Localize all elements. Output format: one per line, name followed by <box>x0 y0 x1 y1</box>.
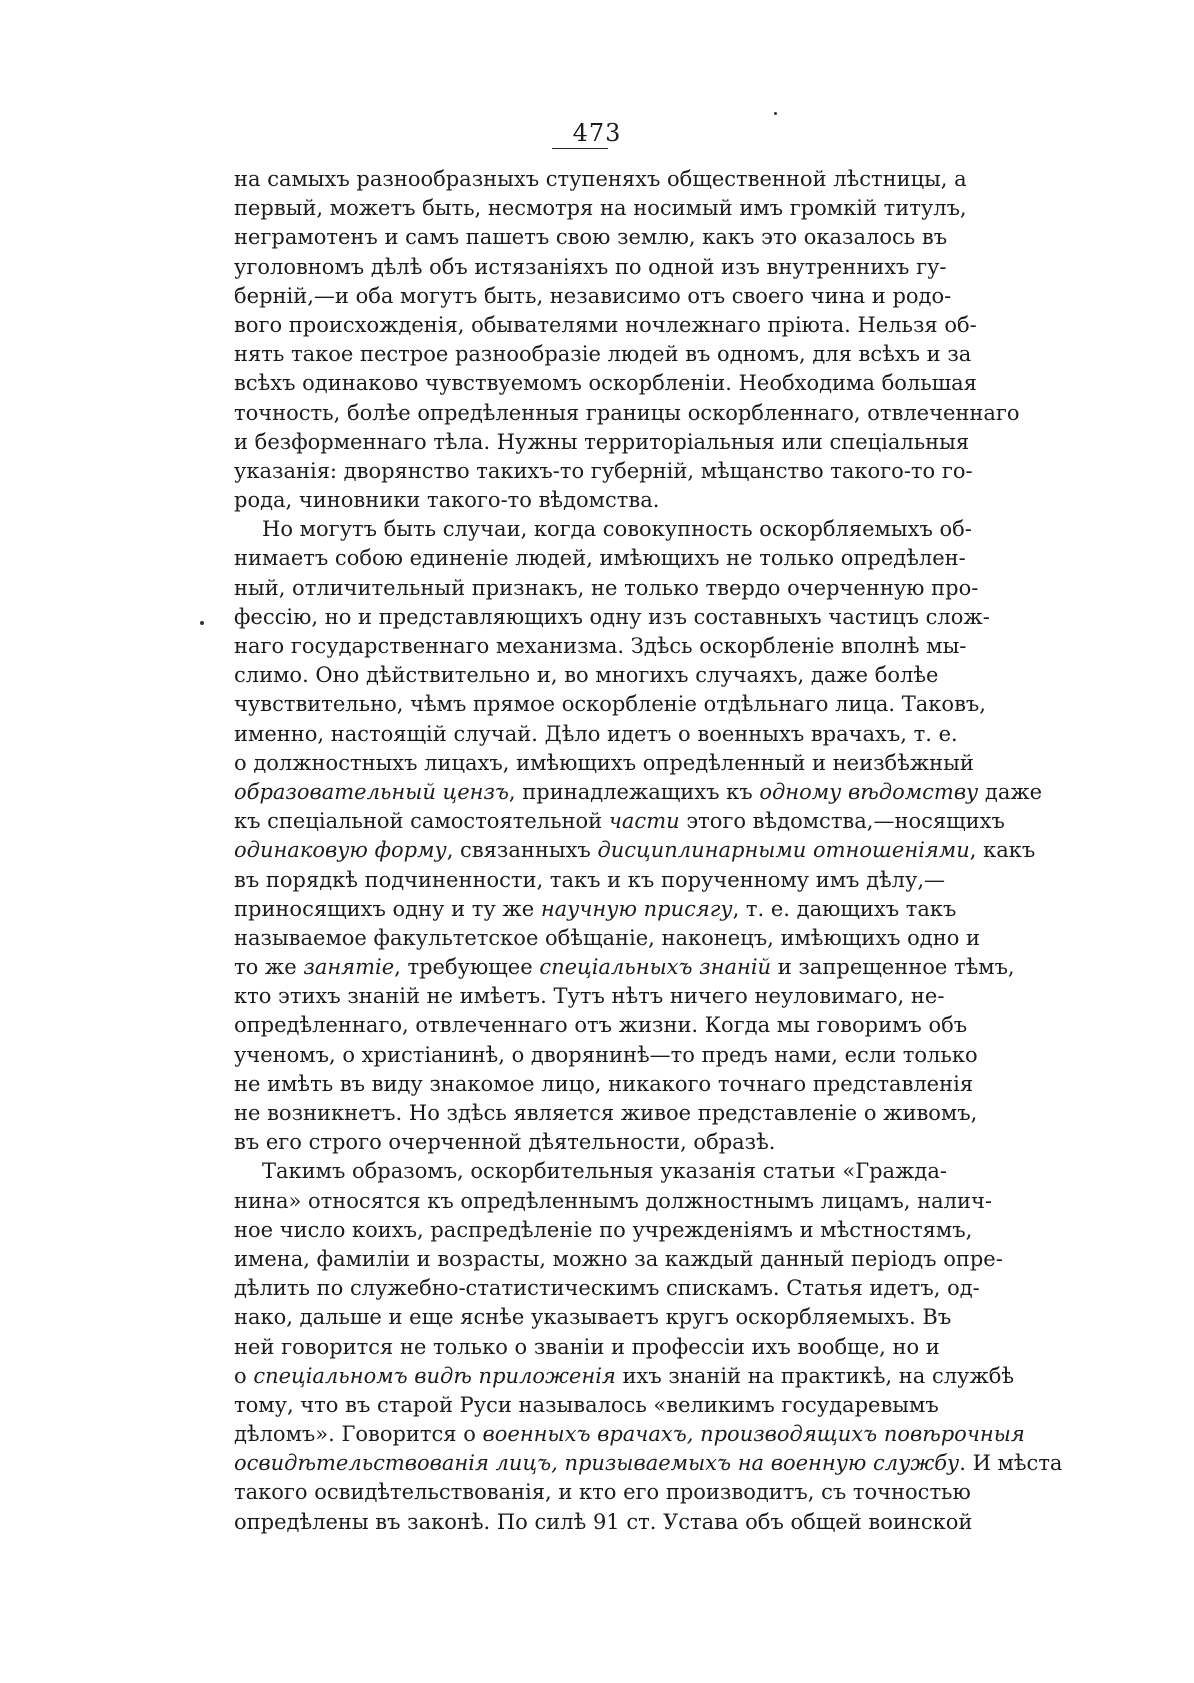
text-line: на самыхъ разнообразныхъ ступеняхъ общественной лѣстницы, а <box>234 167 967 191</box>
text-line: ученомъ, о христіанинѣ, о дворянинѣ—то предъ нами, если только <box>234 1042 978 1067</box>
text-line: кто этихъ знаній не имѣетъ. Тутъ нѣтъ ничего неуловимаго, не- <box>234 984 945 1009</box>
text-line: слимо. Оно дѣйствительно и, во многихъ случаяхъ, даже болѣе <box>234 663 939 688</box>
text-segment: , требующее <box>394 955 540 980</box>
text-line: указанія: дворянство такихъ-то губерній, мѣщанство такого-то го- <box>234 458 973 483</box>
body-text <box>234 165 1063 1537</box>
text-line: уголовномъ дѣлѣ объ истязаніяхъ по одной изъ внутреннихъ гу- <box>234 254 947 279</box>
text-segment: и запрещенное тѣмъ, <box>771 955 1015 980</box>
text-line: ное число коихъ, распредѣленіе по учрежденіямъ и мѣстностямъ, <box>234 1217 973 1242</box>
text-line: такого освидѣтельствованія, и кто его производитъ, съ точностью <box>234 1480 971 1505</box>
text-line: и безформеннаго тѣла. Нужны территоріальныя или спеціальныя <box>234 429 970 454</box>
text-segment: , т. е. дающихъ такъ <box>732 896 957 921</box>
text-line: первый, можетъ быть, несмотря на носимый имъ громкій титулъ, <box>234 196 967 221</box>
emphasized-text: одному вѣдомству <box>759 779 979 804</box>
page-number: 473 <box>572 119 622 147</box>
emphasized-text: дисциплинарными отношеніями <box>597 838 970 863</box>
text-line: нять такое пестрое разнообразіе людей въ одномъ, для всѣхъ и за <box>234 342 972 367</box>
text-segment: , связанныхъ <box>446 838 598 863</box>
emphasized-text: занятіе <box>303 955 395 980</box>
text-line: берній,—и оба могутъ быть, независимо отъ своего чина и родо- <box>234 283 952 308</box>
text-line: ней говорится не только о званіи и профессіи ихъ вообще, но и <box>234 1334 940 1359</box>
text-line <box>234 807 1005 836</box>
text-segment: ихъ знаній на практикѣ, на службѣ <box>615 1363 1015 1388</box>
text-segment: о <box>234 1363 254 1388</box>
text-line: нако, дальше и еще яснѣе указываетъ кругъ оскорбляемыхъ. Въ <box>234 1305 952 1330</box>
paragraph <box>234 1157 1063 1536</box>
text-segment: этого вѣдомства,—носящихъ <box>679 809 1005 834</box>
text-segment: приносящихъ одну и ту же <box>234 896 541 921</box>
text-line <box>234 1449 1063 1478</box>
text-segment: даже <box>978 779 1043 804</box>
text-line: тому, что въ старой Руси называлось «великимъ государевымъ <box>234 1392 939 1417</box>
text-line: нимаетъ собою единеніе людей, имѣющихъ не только опредѣлен- <box>234 546 966 571</box>
emphasized-text: спеціальномъ видѣ приложенія <box>253 1363 616 1388</box>
text-line: въ порядкѣ подчиненности, такъ и къ порученному имъ дѣлу,— <box>234 867 946 892</box>
page-number-rule <box>552 148 608 149</box>
emphasized-text: одинаковую форму <box>234 838 447 863</box>
text-line: опредѣленнаго, отвлеченнаго отъ жизни. Когда мы говоримъ объ <box>234 1013 968 1038</box>
text-line: чувствительно, чѣмъ прямое оскорбленіе отдѣльнаго лица. Таковъ, <box>234 692 986 717</box>
text-line: Такимъ образомъ, оскорбительныя указанія статьи «Гражда- <box>262 1159 947 1184</box>
text-line: точность, болѣе опредѣленныя границы оскорбленнаго, отвлеченнаго <box>234 400 1020 425</box>
text-line: рода, чиновники такого-то вѣдомства. <box>234 488 660 513</box>
text-line <box>234 895 957 924</box>
paragraph <box>234 165 1020 515</box>
text-line: неграмотенъ и самъ пашетъ свою землю, какъ это оказалось въ <box>234 225 948 250</box>
text-line: Но могутъ быть случаи, когда совокупность оскорбляемыхъ об- <box>262 517 972 542</box>
text-line <box>234 1362 1015 1391</box>
text-line: не имѣть въ виду знакомое лицо, никакого точнаго представленія <box>234 1071 974 1096</box>
text-line: о должностныхъ лицахъ, имѣющихъ опредѣленный и неизбѣжный <box>234 750 974 775</box>
text-segment: . И мѣста <box>959 1451 1063 1476</box>
text-line: имена, фамиліи и возрасты, можно за каждый данный періодъ опре- <box>234 1246 1003 1271</box>
text-line: нина» относятся къ опредѣленнымъ должностнымъ лицамъ, налич- <box>234 1188 992 1213</box>
text-segment: , какъ <box>969 838 1036 863</box>
text-line <box>234 953 1015 982</box>
text-segment: , принадлежащихъ къ <box>508 779 760 804</box>
text-line <box>234 1420 1025 1449</box>
text-line <box>234 836 1036 865</box>
emphasized-text: спеціальныхъ знаній <box>539 955 772 980</box>
paragraph <box>234 515 1043 1157</box>
margin-speck <box>774 112 777 115</box>
text-line: наго государственнаго механизма. Здѣсь оскорбленіе вполнѣ мы- <box>234 634 967 658</box>
text-line: ный, отличительный признакъ, не только твердо очерченную про- <box>234 575 979 600</box>
text-line: не возникнетъ. Но здѣсь является живое представленіе о живомъ, <box>234 1101 978 1125</box>
emphasized-text: военныхъ врачахъ, производящихъ повѣрочныя <box>482 1422 1025 1447</box>
emphasized-text: образовательный цензъ <box>234 779 509 804</box>
text-line <box>234 778 1043 807</box>
margin-speck <box>200 621 204 625</box>
text-line: называемое факультетское обѣщаніе, наконецъ, имѣющихъ одно и <box>234 925 981 950</box>
text-line: фессію, но и представляющихъ одну изъ составныхъ частицъ слож- <box>234 604 990 629</box>
text-line: именно, настоящій случай. Дѣло идетъ о военныхъ врачахъ, т. е. <box>234 721 958 746</box>
emphasized-text: научную присягу <box>540 896 733 921</box>
text-line: всѣхъ одинаково чувствуемомъ оскорбленіи. Необходима большая <box>234 371 977 396</box>
text-segment: дѣломъ». Говорится о <box>234 1422 483 1447</box>
emphasized-text: освидѣтельствованія лицъ, призываемыхъ на военную службу <box>234 1451 960 1476</box>
text-segment: то же <box>234 955 304 980</box>
text-line: опредѣлены въ законѣ. По силѣ 91 ст. Устава объ общей воинской <box>234 1509 973 1534</box>
text-segment: къ спеціальной самостоятельной <box>234 809 609 834</box>
text-line: дѣлить по служебно-статистическимъ спискамъ. Статья идетъ, од- <box>234 1276 980 1301</box>
emphasized-text: части <box>608 809 680 834</box>
text-line: вого происхожденія, обывателями ночлежнаго пріюта. Нельзя об- <box>234 312 977 337</box>
text-line: въ его строго очерченной дѣятельности, образѣ. <box>234 1130 776 1155</box>
